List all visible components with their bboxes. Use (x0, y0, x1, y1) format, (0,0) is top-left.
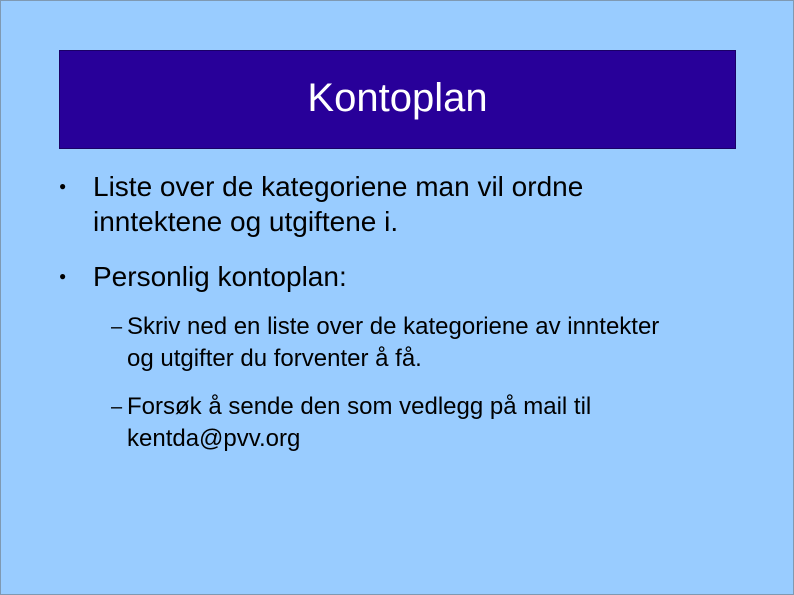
bullet-dot-icon: ● (59, 179, 67, 193)
bullet-item (59, 169, 679, 239)
dash-icon: – (111, 316, 123, 338)
bullet-text: Liste over de kategoriene man vil ordne inntektene og utgiftene i. (93, 171, 584, 237)
slide-title: Kontoplan (307, 75, 488, 120)
dash-icon: – (111, 396, 123, 418)
sub-bullet-item (111, 311, 691, 375)
sub-bullet-text: Skriv ned en liste over de kategoriene av inntekter og utgifter du forventer å få. (127, 313, 660, 372)
sub-bullet-text: Forsøk å sende den som vedlegg på mail til kentda@pvv.org (127, 393, 592, 452)
bullet-list (1, 1, 793, 594)
sub-bullet-item (111, 391, 691, 455)
bullet-text: Personlig kontoplan: (93, 261, 347, 292)
bullet-dot-icon: ● (59, 269, 67, 283)
bullet-item (59, 259, 679, 294)
